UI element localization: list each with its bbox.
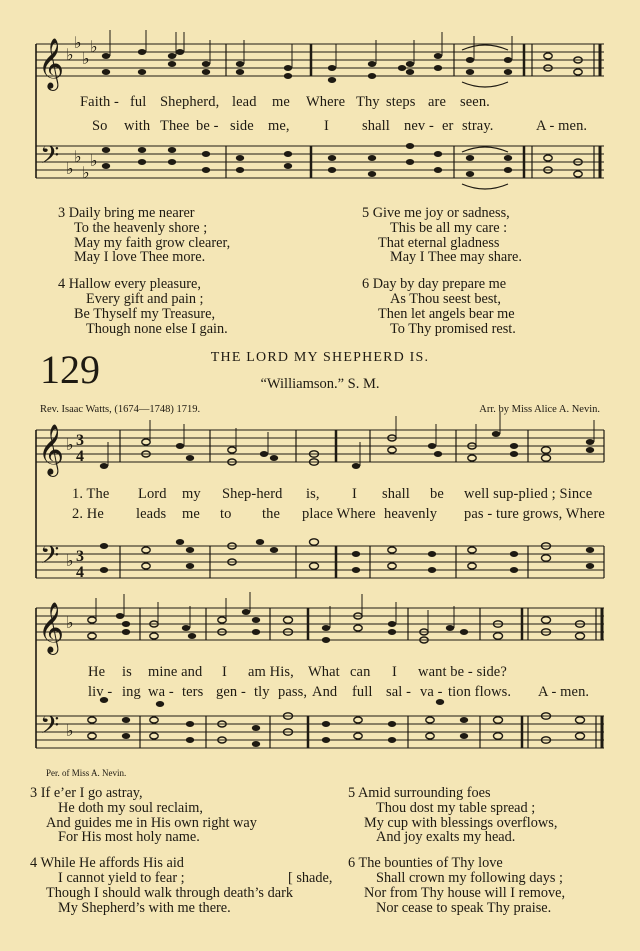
hymn129-s1-lyrics-line2: 2. He leads me to the place Where heavenly pas - ture grows, Where [72, 506, 605, 522]
svg-text:♭: ♭ [66, 613, 74, 632]
treble-clef-icon: 𝄞 [38, 602, 65, 653]
bass-notes [102, 143, 582, 177]
arranger-credit: Arr. by Miss Alice A. Nevin. [479, 404, 600, 415]
svg-text:♭: ♭ [66, 435, 74, 454]
hymn-number: 129 [40, 347, 100, 392]
svg-text:♭: ♭ [66, 45, 74, 64]
overflow-bracket-text: [ shade, [288, 869, 333, 886]
treble-notes [102, 49, 582, 83]
svg-text:♭: ♭ [66, 159, 74, 178]
permission-note: Per. of Miss A. Nevin. [46, 768, 127, 778]
hymn129-s2-lyrics-line1: He is mine and I am His, What can I want be - side? [88, 664, 507, 680]
hymn129-s2-lyrics-line2: liv - ing wa - ters gen - tly pass, And full sal - va - tion flows. A - men. [88, 684, 590, 700]
ties [462, 45, 508, 189]
treble-clef-icon: 𝄞 [38, 424, 65, 475]
treble-notes [88, 609, 585, 643]
hymn129-verses-left: 3 If e’er I go astray, He doth my soul reclaim, And guides me in His own right way For His most holy name. 4 While He affords His aid I cannot yield to fear ; [ shade, Though I should walk through death’s dark My Shepherd’s with me there. [30, 785, 333, 916]
svg-text:♭: ♭ [74, 33, 82, 52]
hymn129-system2 [0, 590, 640, 770]
hymn128-system [0, 0, 640, 200]
bass-notes [100, 539, 594, 573]
hymn128-lyrics-line2: So with Thee be - side me, I shall nev - er stray. A - men. [92, 118, 588, 134]
hymn128-verses-right: 5 Give me joy or sadness, This be all my care : That eternal gladness May I Thee may share. 6 Day by day prepare me As Thou seest best, Then let angels bear me To Thy promised rest. [362, 205, 522, 337]
author-credit: Rev. Isaac Watts, (1674—1748) 1719. [40, 404, 201, 415]
svg-text:4: 4 [76, 564, 84, 581]
bass-clef-icon: 𝄢 [40, 711, 60, 746]
svg-text:3: 3 [76, 432, 84, 449]
hymn-title: THE LORD MY SHEPHERD IS. [210, 350, 430, 365]
svg-text:♭: ♭ [90, 151, 98, 170]
svg-text:♭: ♭ [82, 49, 90, 68]
hymn128-lyrics-line1: Faith - ful Shepherd, lead me Where Thy steps are seen. [80, 94, 490, 110]
treble-clef-icon: 𝄞 [38, 38, 65, 89]
svg-text:♭: ♭ [66, 721, 74, 740]
hymn129-system1 [0, 410, 640, 590]
bass-clef-icon: 𝄢 [40, 541, 60, 576]
bass-clef-icon: 𝄢 [40, 141, 60, 176]
svg-text:♭: ♭ [82, 163, 90, 182]
hymn129-s1-lyrics-line1: 1. The Lord my Shep-herd is, I shall be well sup-plied ; Since [72, 486, 593, 502]
svg-text:3: 3 [76, 548, 84, 565]
tune-name: “Williamson.” S. M. [260, 376, 380, 392]
hymn128-verses-left: 3 Daily bring me nearer To the heavenly shore ; May my faith grow clearer, May I love Thee more. 4 Hallow every pleasure, Every gift and pain ; Be Thyself my Treasure, Though none else I gain. [58, 205, 231, 337]
treble-stems [96, 592, 454, 632]
svg-text:4: 4 [76, 448, 84, 465]
hymn129-verses-right: 5 Amid surrounding foes Thou dost my table spread ; My cup with blessings overflows, And joy exalts my head. 6 The bounties of Thy love Shall crown my following days ; Nor from Thy house will I remove, Nor cease to speak Thy praise. [348, 785, 566, 916]
treble-stems [108, 412, 594, 466]
treble-notes [100, 431, 594, 469]
svg-text:♭: ♭ [66, 551, 74, 570]
svg-text:♭: ♭ [74, 147, 82, 166]
svg-text:♭: ♭ [90, 37, 98, 56]
